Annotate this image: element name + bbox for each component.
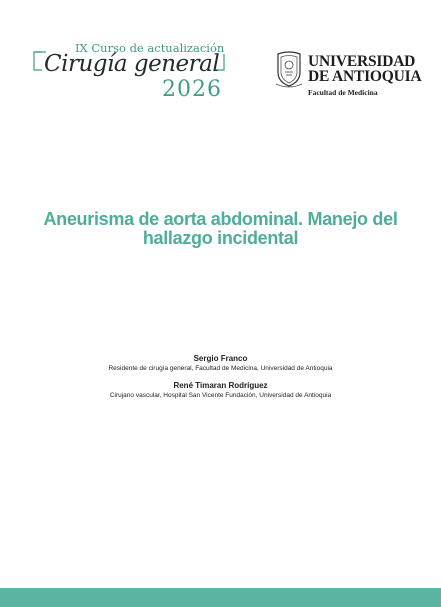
author-name: René Timaran Rodríguez	[173, 381, 268, 390]
course-logo	[28, 40, 228, 104]
university-name-line1: UNIVERSIDAD	[308, 53, 416, 70]
university-seal-icon	[274, 50, 304, 88]
author-entry	[40, 354, 401, 373]
author-entry	[40, 381, 401, 400]
university-logo	[274, 50, 424, 100]
course-title: Cirugía general	[44, 51, 220, 77]
author-affiliation: Cirujano vascular, Hospital San Vicente Fundación, Universidad de Antioquia	[109, 392, 332, 399]
author-name: Sergio Franco	[193, 354, 248, 363]
university-name-line2: DE ANTIOQUIA	[308, 68, 422, 85]
footer-bar	[0, 588, 441, 607]
authors-section	[40, 354, 401, 400]
author-affiliation: Residente de cirugía general, Facultad de Medicina, Universidad de Antioquia	[108, 365, 333, 372]
faculty-name: Facultad de Medicina	[308, 88, 378, 97]
course-year: 2026	[162, 77, 222, 102]
document-title: Aneurisma de aorta abdominal. Manejo del hallazgo incidental	[43, 209, 398, 248]
course-subtitle: IX Curso de actualización	[72, 42, 227, 54]
